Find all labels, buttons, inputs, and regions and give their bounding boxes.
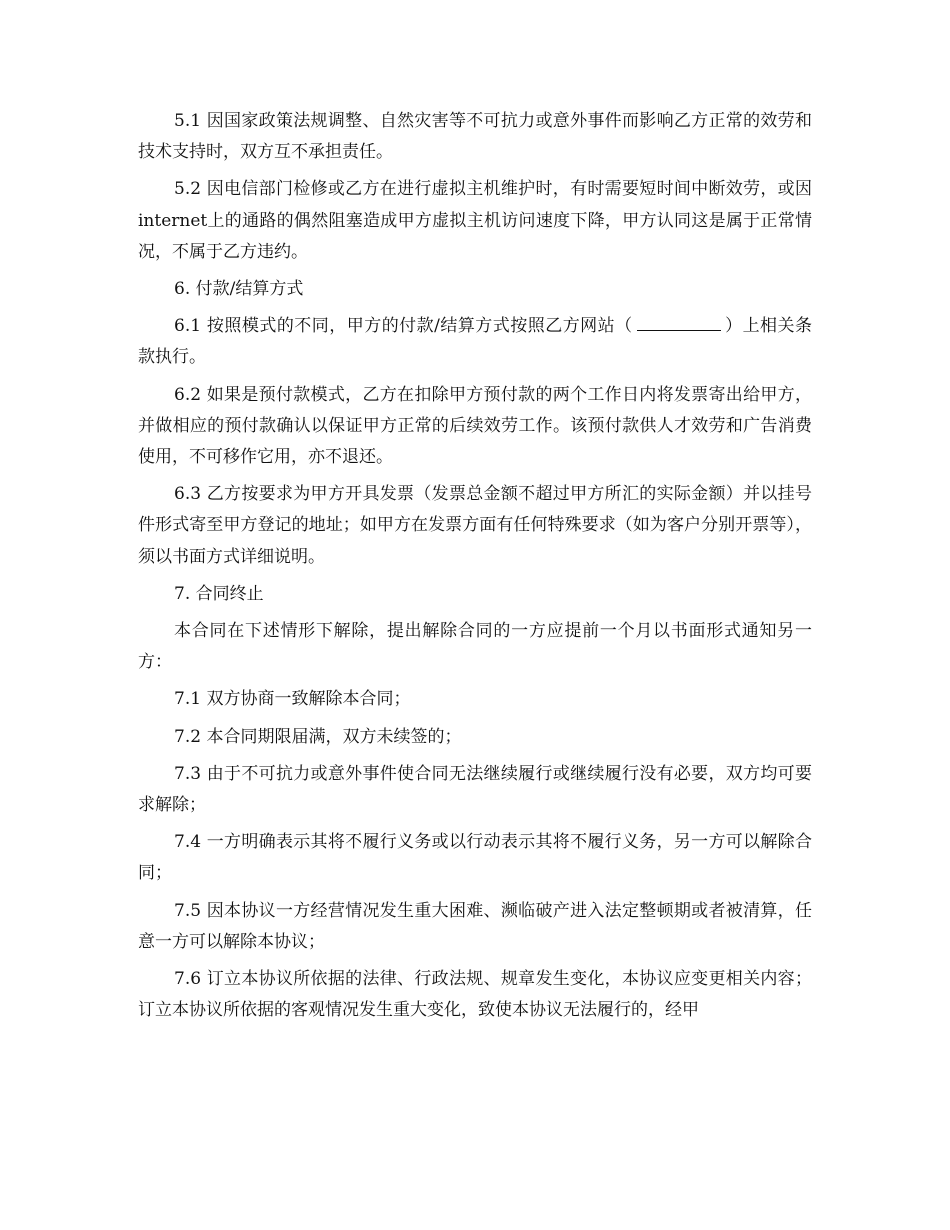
clause-5-1: 5.1 因国家政策法规调整、自然灾害等不可抗力或意外事件而影响乙方正常的效劳和技术支持时，双方互不承担责任。 — [138, 111, 812, 163]
clause-7-5: 7.5 因本协议一方经营情况发生重大困难、濒临破产进入法定整顿期或者被清算，任意一方可以解除本协议； — [138, 900, 812, 952]
clause-6-1-text-a: 6.1 按照模式的不同，甲方的付款/结算方式按照乙方网站（ — [174, 316, 633, 337]
section-7-intro: 本合同在下述情形下解除，提出解除合同的一方应提前一个月以书面形式通知另一方： — [138, 621, 812, 673]
website-blank-field — [637, 312, 721, 331]
document-page — [138, 106, 812, 1032]
clause-7-2: 7.2 本合同期限届满，双方未续签的； — [174, 726, 462, 747]
clause-7-1: 7.1 双方协商一致解除本合同； — [174, 689, 411, 710]
clause-6-1-text-b: ）上相关条款执行。 — [138, 316, 813, 368]
clause-7-4: 7.4 一方明确表示其将不履行义务或以行动表示其将不履行义务，另一方可以解除合同； — [138, 832, 812, 884]
clause-7-3: 7.3 由于不可抗力或意外事件使合同无法继续履行或继续履行没有必要，双方均可要求解除； — [138, 763, 812, 816]
section-7-heading: 7. 合同终止 — [174, 583, 264, 604]
clause-6-2: 6.2 如果是预付款模式，乙方在扣除甲方预付款的两个工作日内将发票寄出给甲方，并做相应的预付款确认以保证甲方正常的后续效劳工作。该预付款供人才效劳和广告消费使用，不可移作它用，亦不退还。 — [138, 384, 812, 468]
clause-5-2: 5.2 因电信部门检修或乙方在进行虚拟主机维护时，有时需要短时间中断效劳，或因internet上的通路的偶然阻塞造成甲方虚拟主机访问速度下降，甲方认同这是属于正常情况，不属于乙方违约。 — [138, 179, 812, 262]
clause-7-6: 7.6 订立本协议所依据的法律、行政法规、规章发生变化，本协议应变更相关内容；订立本协议所依据的客观情况发生重大变化，致使本协议无法履行的，经甲 — [138, 969, 812, 1021]
clause-6-3: 6.3 乙方按要求为甲方开具发票（发票总金额不超过甲方所汇的实际金额）并以挂号件形式寄至甲方登记的地址；如甲方在发票方面有任何特殊要求（如为客户分别开票等），须以书面方式详细说明。 — [138, 484, 812, 567]
section-6-heading: 6. 付款/结算方式 — [174, 279, 304, 300]
clause-6-1 — [138, 311, 812, 373]
